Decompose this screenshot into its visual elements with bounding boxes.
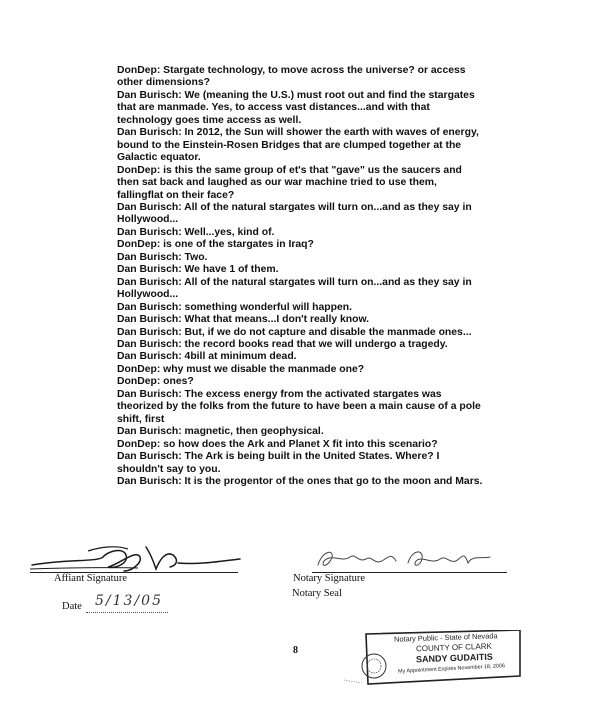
transcript-line: DonDep: ones?	[117, 376, 194, 388]
transcript-line: Hollywood...	[117, 214, 179, 226]
stamp-line-expiry: My Appointment Expires November 18, 2006	[397, 663, 506, 675]
stamp-line-state: Notary Public - State of Nevada	[393, 631, 498, 644]
transcript-line: then sat back and laughed as our war machine tried to use them,	[117, 177, 437, 189]
notary-stamp	[340, 630, 522, 688]
stamp-line-name: SANDY GUDAITIS	[415, 651, 493, 665]
transcript-line: Dan Burisch: something wonderful will happen.	[117, 301, 352, 313]
affiant-signature-label: Affiant Signature	[54, 573, 127, 584]
transcript-line: Dan Burisch: Two.	[117, 251, 208, 263]
transcript-line: Dan Burisch: magnetic, then geophysical.	[117, 426, 324, 438]
transcript-line: Dan Burisch: But, if we do not capture and disable the manmade ones...	[117, 326, 472, 338]
transcript-line: Dan Burisch: 4bill at minimum dead.	[117, 351, 297, 363]
date-line	[86, 612, 168, 613]
transcript-line: DonDep: Stargate technology, to move across the universe? or access	[117, 65, 466, 76]
transcript-line: Dan Burisch: the record books read that we will undergo a tragedy.	[117, 338, 448, 350]
notary-seal-label: Notary Seal	[292, 588, 342, 599]
transcript-line: other dimensions?	[117, 77, 210, 89]
transcript-line: Dan Burisch: Well...yes, kind of.	[117, 226, 275, 238]
transcript-line: Dan Burisch: What that means...I don't really know.	[117, 314, 370, 326]
transcript-line: Dan Burisch: In 2012, the Sun will shower the earth with waves of energy,	[117, 127, 479, 139]
transcript-line: fallingflat on their face?	[117, 189, 235, 201]
transcript-body	[117, 65, 537, 488]
transcript-line: shouldn't say to you.	[117, 463, 221, 475]
transcript-line: Galactic equator.	[117, 152, 201, 164]
transcript-line: Dan Burisch: We have 1 of them.	[117, 264, 279, 276]
transcript-line: DonDep: why must we disable the manmade one?	[117, 363, 365, 375]
transcript-line: theorized by the folks from the future to have been a main cause of a pole	[117, 401, 481, 413]
transcript-line: Dan Burisch: The excess energy from the activated stargates was	[117, 388, 442, 400]
transcript-line: that are manmade. Yes, to access vast distances...and with that	[117, 102, 430, 114]
transcript-line: Dan Burisch: It is the progentor of the ones that go to the moon and Mars.	[117, 475, 483, 487]
transcript-line: Dan Burisch: All of the natural stargates will turn on...and as they say in	[117, 276, 472, 288]
transcript-line: Dan Burisch: The Ark is being built in the United States. Where? I	[117, 451, 440, 463]
transcript-line: Hollywood...	[117, 289, 179, 301]
transcript-line: bound to the Einstein-Rosen Bridges that are clumped together at the	[117, 139, 462, 151]
notary-signature-label: Notary Signature	[293, 573, 366, 584]
page-number: 8	[293, 645, 298, 656]
transcript-line: DonDep: so how does the Ark and Planet X fit into this scenario?	[117, 438, 438, 450]
transcript-line: technology goes time access as well.	[117, 114, 302, 126]
stamp-line-county: COUNTY OF CLARK	[415, 641, 493, 654]
transcript-line: Dan Burisch: We (meaning the U.S.) must root out and find the stargates	[117, 89, 475, 101]
transcript-line: Dan Burisch: All of the natural stargates will turn on...and as they say in	[117, 201, 472, 213]
date-value: 5/13/05	[95, 593, 163, 609]
date-label: Date	[62, 601, 82, 612]
transcript-line: DonDep: is one of the stargates in Iraq?	[117, 239, 314, 251]
notary-signature	[312, 543, 507, 575]
transcript-line: DonDep: is this the same group of et's that "gave" us the saucers and	[117, 164, 462, 176]
transcript-line: shift, first	[117, 413, 165, 425]
